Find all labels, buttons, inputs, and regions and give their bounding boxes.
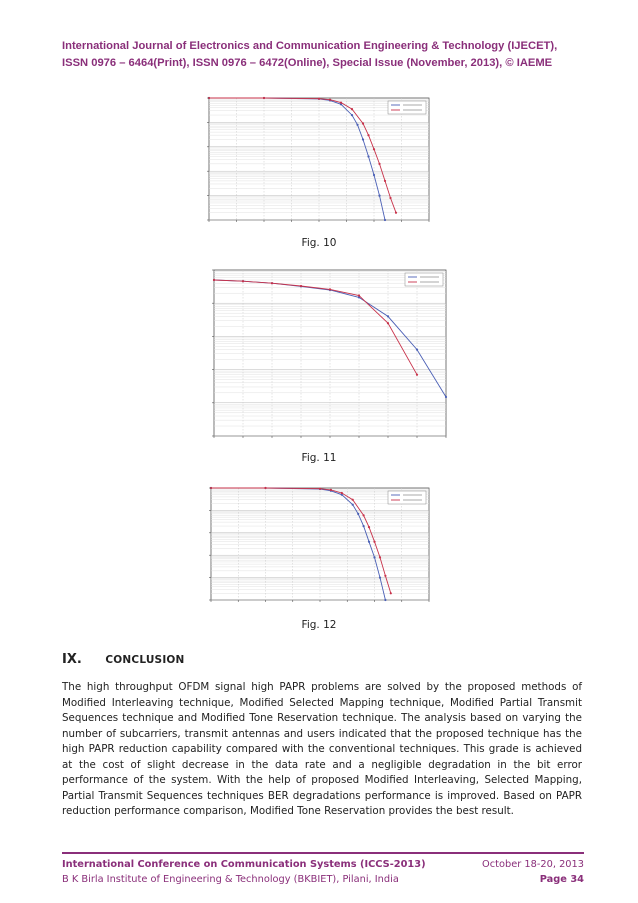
plot-area (211, 488, 429, 600)
data-point (384, 575, 386, 577)
data-point (379, 556, 381, 558)
data-point (389, 197, 391, 199)
section-title: CONCLUSION (105, 654, 185, 666)
data-point (367, 134, 369, 136)
data-point (373, 174, 375, 176)
data-point (213, 279, 215, 281)
footer-dates: October 18-20, 2013 (482, 859, 584, 870)
data-point (373, 556, 375, 558)
figure-11-caption: Fig. 11 (301, 452, 337, 464)
header-line-2: ISSN 0976 – 6464(Print), ISSN 0976 – 6472(Online), Special Issue (November, 2013), © IAEME (62, 57, 553, 69)
data-point (416, 349, 418, 351)
figure-10 (187, 90, 435, 234)
data-point (263, 97, 265, 99)
footer-institute: B K Birla Institute of Engineering & Technology (BKBIET), Pilani, India (62, 874, 399, 885)
legend-box (405, 273, 443, 286)
data-point (368, 541, 370, 543)
figure-12 (189, 480, 435, 614)
legend-box (388, 491, 426, 504)
data-point (351, 108, 353, 110)
data-point (367, 155, 369, 157)
data-point (387, 315, 389, 317)
figure-11-chart (192, 262, 452, 450)
data-point (357, 513, 359, 515)
data-point (351, 114, 353, 116)
data-point (390, 592, 392, 594)
data-point (341, 492, 343, 494)
data-point (242, 280, 244, 282)
data-point (300, 285, 302, 287)
data-point (368, 526, 370, 528)
data-point (271, 282, 273, 284)
data-point (384, 599, 386, 601)
data-point (363, 525, 365, 527)
section-number: IX. (62, 652, 82, 667)
data-point (356, 124, 358, 126)
page-footer (62, 857, 584, 887)
data-point (358, 294, 360, 296)
footer-conference: International Conference on Communication Systems (ICCS-2013) (62, 859, 426, 870)
data-point (445, 396, 447, 398)
data-point (363, 514, 365, 516)
conclusion-paragraph: The high throughput OFDM signal high PAPR problems are solved by the proposed methods of Modified Interleaving technique, Modified Selected Mapping technique, Modified Partial Transmit Sequences technique and Modified Tone Reservation technique. The analysis based on varying the number of subcarriers, transmit antennas and users indicated that the proposed technique has the high PAPR reduction capability compared with the conventional techniques. This grade is achieved at the cost of slight decrease in the data rate and a negligible degradation in the bit error performance of the system. With the help of proposed Modified Interleaving, Selected Mapping, Partial Transmit Sequences techniques BER degradations performance is improved. Based on PAPR reduction performance comparison, Modified Tone Reservation provides the best result. (62, 681, 582, 817)
figure-10-caption: Fig. 10 (301, 237, 337, 249)
legend-box (388, 101, 426, 114)
data-point (352, 504, 354, 506)
figure-12-caption: Fig. 12 (301, 619, 337, 631)
header-line-1: International Journal of Electronics and Communication Engineering & Technology (IJECET), (62, 40, 558, 52)
data-point (329, 288, 331, 290)
data-point (378, 195, 380, 197)
figure-12-chart (189, 480, 435, 614)
data-point (378, 163, 380, 165)
data-point (373, 148, 375, 150)
section-heading (62, 648, 185, 667)
journal-header (62, 38, 582, 72)
data-point (319, 488, 321, 490)
data-point (340, 102, 342, 104)
data-point (264, 487, 266, 489)
data-point (384, 180, 386, 182)
data-point (352, 499, 354, 501)
footer-page-number: Page 34 (539, 874, 584, 885)
footer-divider (62, 852, 584, 854)
figure-11 (192, 262, 452, 450)
data-point (362, 122, 364, 124)
data-point (416, 374, 418, 376)
data-point (379, 577, 381, 579)
data-point (329, 99, 331, 101)
data-point (395, 212, 397, 214)
data-point (384, 219, 386, 221)
data-point (362, 138, 364, 140)
data-point (387, 322, 389, 324)
figure-10-chart (187, 90, 435, 234)
data-point (318, 98, 320, 100)
data-point (330, 489, 332, 491)
data-point (373, 541, 375, 543)
